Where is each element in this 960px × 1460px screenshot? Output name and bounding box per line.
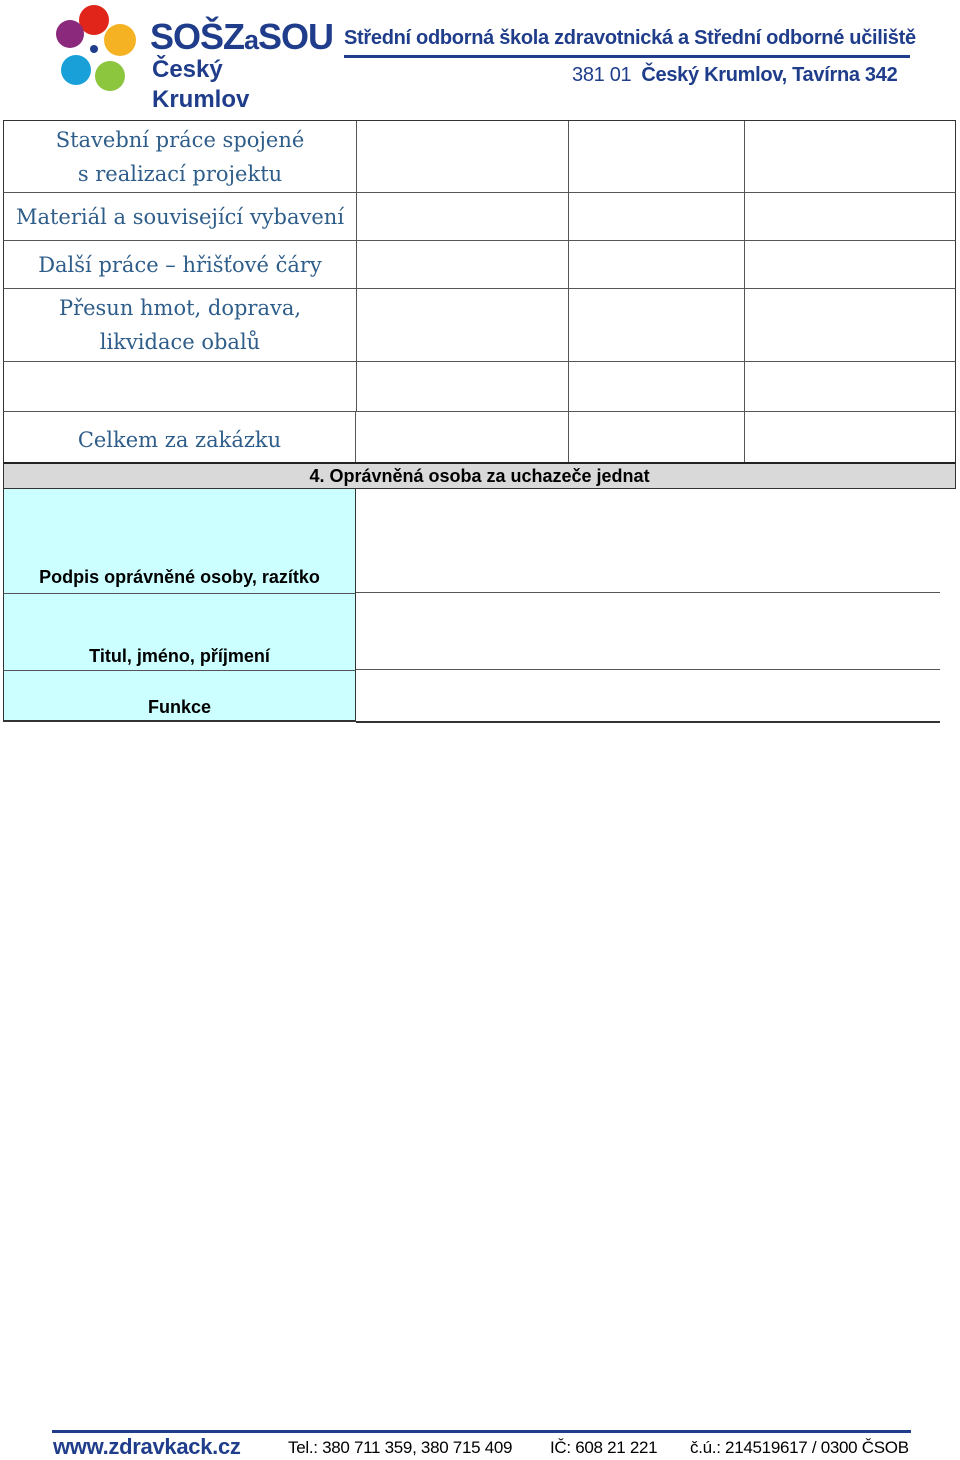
function-label: Funkce bbox=[147, 697, 212, 717]
function-label-cell bbox=[3, 670, 356, 722]
logo-wordmark: SOŠZaSOU bbox=[150, 16, 334, 57]
row-label: Stavební práce spojené s realizací projektu bbox=[4, 121, 357, 192]
name-label: Titul, jméno, příjmení bbox=[89, 646, 270, 666]
website-link[interactable]: www.zdravkack.cz bbox=[53, 1434, 241, 1459]
footer-account: č.ú.: 214519617 / 0300 ČSOB bbox=[690, 1438, 909, 1457]
row-label: Přesun hmot, doprava, likvidace obalů bbox=[4, 289, 357, 361]
row-label: Další práce – hřišťové čáry bbox=[4, 241, 357, 288]
row-label: Materiál a související vybavení bbox=[4, 193, 357, 240]
school-name: Střední odborná škola zdravotnická a Střední odborné učiliště bbox=[344, 27, 916, 49]
table-row bbox=[3, 241, 956, 289]
table-row bbox=[3, 193, 956, 241]
signature-label-cell bbox=[3, 489, 356, 593]
footer-ico: IČ: 608 21 221 bbox=[550, 1438, 658, 1457]
name-label-cell bbox=[3, 593, 356, 670]
school-address: 381 01 Český Krumlov, Tavírna 342 bbox=[572, 64, 898, 86]
name-field[interactable] bbox=[356, 669, 940, 670]
section-4-heading: 4. Oprávněná osoba za uchazeče jednat bbox=[3, 462, 956, 489]
table-row bbox=[3, 289, 956, 362]
total-label: Celkem za zakázku bbox=[4, 412, 356, 462]
signature-field[interactable] bbox=[356, 592, 940, 593]
table-row-total bbox=[3, 412, 956, 462]
table-row bbox=[3, 362, 956, 412]
function-field[interactable] bbox=[356, 721, 940, 723]
footer-phone: Tel.: 380 711 359, 380 715 409 bbox=[288, 1438, 513, 1457]
school-logo-icon bbox=[48, 4, 140, 94]
footer-divider bbox=[52, 1430, 911, 1433]
signature-label: Podpis oprávněné osoby, razítko bbox=[39, 567, 320, 587]
row-label bbox=[4, 362, 357, 411]
table-row bbox=[3, 120, 956, 193]
logo-city: Český Krumlov bbox=[152, 56, 250, 113]
header-divider bbox=[344, 55, 910, 58]
